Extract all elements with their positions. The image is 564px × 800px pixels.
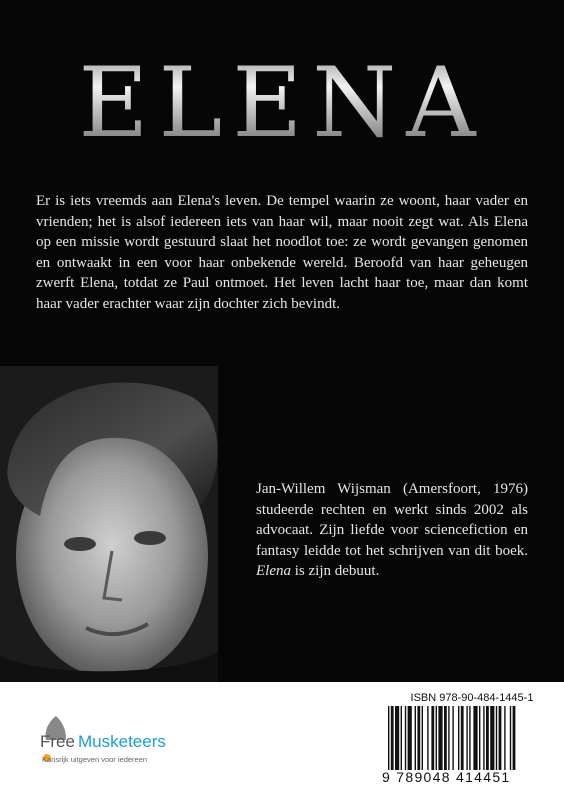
bio-book-title: Elena	[256, 563, 291, 580]
barcode-bar	[466, 706, 467, 770]
barcode-digits: 9 789048 414451	[382, 769, 511, 785]
barcode-bar	[461, 706, 464, 770]
barcode-bar	[510, 706, 511, 770]
barcode-bar	[483, 706, 484, 770]
barcode-bar	[479, 706, 480, 770]
publisher-logo	[36, 714, 216, 774]
barcode-bar	[427, 706, 428, 770]
barcode-bar	[417, 706, 420, 770]
barcode-bar	[436, 706, 437, 770]
barcode-bar	[469, 706, 470, 770]
barcode-bar	[401, 706, 402, 770]
author-portrait-image	[0, 366, 218, 682]
barcode-bar	[452, 706, 453, 770]
blurb-text: Er is iets vreemds aan Elena's leven. De tempel waarin ze woont, haar vader en vrienden; het is alsof iedereen iets van haar wil, maar nooit zegt wat. Als Elena op een missie wordt gestuurd slaat het noodlot toe: ze wordt gevangen genomen en ontwaakt in een voor haar onbekende wereld. Beroofd van haar geheugen zwerft Elena, totdat ze Paul ontmoet. Het leven lacht haar toe, maar dan komt haar vader erachter waar zijn dochter zich bevindt.	[36, 193, 528, 312]
footer-panel	[0, 682, 564, 800]
barcode-icon	[388, 706, 556, 770]
barcode-bar	[513, 706, 516, 770]
barcode-bar	[496, 706, 497, 770]
barcode-bar	[448, 706, 449, 770]
barcode-bar	[408, 706, 412, 770]
barcode-bar	[405, 706, 406, 770]
barcode-bar	[490, 706, 494, 770]
barcode-bar	[458, 706, 459, 770]
bio-tail: is zijn debuut.	[294, 563, 380, 580]
barcode-bar	[395, 706, 399, 770]
barcode-bar	[504, 706, 505, 770]
book-title: ELENA	[0, 48, 564, 158]
barcode-bar	[444, 706, 447, 770]
publisher-name-part1: Free	[40, 732, 75, 751]
bio-text: Jan-Willem Wijsman (Amersfoort, 1976) studeerde rechten en werkt sinds 2002 als advocaat. Zijn liefde voor sciencefiction en fantasy leidde tot het schrijven van dit boek.	[256, 481, 528, 559]
barcode-bar	[388, 706, 389, 770]
barcode-bar	[415, 706, 416, 770]
publisher-name-part2: Musketeers	[78, 732, 166, 751]
isbn-label: ISBN 978-90-484-1445-1	[410, 692, 534, 704]
author-bio	[256, 479, 528, 582]
barcode-bar	[486, 706, 489, 770]
author-photo	[0, 366, 218, 682]
barcode-bar	[391, 706, 394, 770]
barcode-bar	[499, 706, 502, 770]
barcode-bar	[422, 706, 423, 770]
barcode-bar	[431, 706, 434, 770]
publisher-tagline: Kansrijk uitgeven voor iedereen	[42, 755, 148, 764]
barcode-bar	[438, 706, 442, 770]
barcode-bar	[473, 706, 477, 770]
